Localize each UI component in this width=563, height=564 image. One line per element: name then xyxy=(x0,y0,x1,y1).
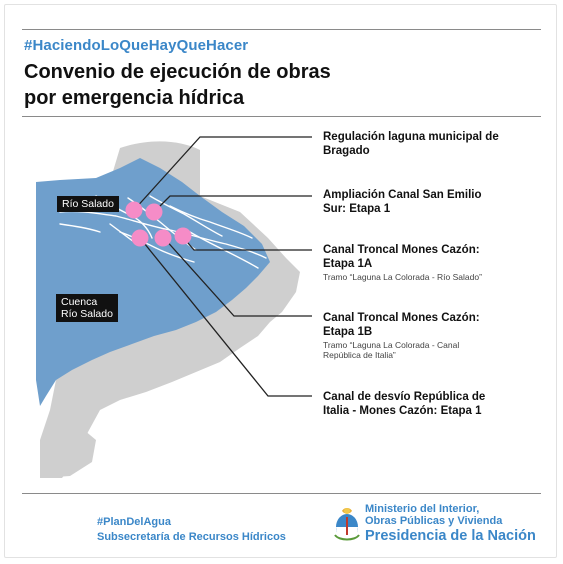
basin-label-line-2: Río Salado xyxy=(61,308,113,320)
work-item-subtitle: Tramo “Laguna La Colorada - Río Salado” xyxy=(323,272,482,282)
marker-mones-1b xyxy=(155,230,172,247)
ministry-line-1: Ministerio del Interior, xyxy=(365,503,480,515)
work-item-subtitle xyxy=(323,340,538,360)
work-item-title-line: Sur: Etapa 1 xyxy=(323,203,391,215)
work-item-4 xyxy=(323,311,538,360)
presidencia-name: Presidencia de la Nación xyxy=(365,528,536,544)
work-item-title-line: Bragado xyxy=(323,145,370,157)
work-item-title-line: Canal Troncal Mones Cazón: xyxy=(323,244,480,256)
footer-divider xyxy=(22,493,541,494)
work-item-title-line: Ampliación Canal San Emilio xyxy=(323,189,482,201)
ministry-line-2: Obras Públicas y Vivienda xyxy=(365,515,503,527)
work-item-title-line: Italia - Mones Cazón: Etapa 1 xyxy=(323,405,482,417)
plan-hashtag: #PlanDelAgua xyxy=(97,516,171,528)
river-label: Río Salado xyxy=(57,196,119,212)
work-item-subtitle-line: República de Italia” xyxy=(323,350,396,360)
marker-desvio xyxy=(132,230,149,247)
work-item-title xyxy=(323,188,538,216)
work-item-title-line: Etapa 1B xyxy=(323,326,373,338)
work-item-5 xyxy=(323,390,538,418)
marker-san-emilio xyxy=(146,204,163,221)
subsecretaria-name: Subsecretaría de Recursos Hídricos xyxy=(97,531,286,543)
national-seal-icon xyxy=(333,505,361,543)
work-item-1 xyxy=(323,130,538,158)
basin-label-line-1: Cuenca xyxy=(61,296,98,308)
footer-right xyxy=(365,503,536,545)
work-item-title xyxy=(323,243,538,271)
title-line-1: Convenio de ejecución de obras xyxy=(24,61,331,83)
work-item-title-line: Etapa 1A xyxy=(323,258,373,270)
work-item-subtitle-line: Tramo “Laguna La Colorada - Canal xyxy=(323,340,460,350)
work-item-title xyxy=(323,130,538,158)
work-item-title-line: Canal de desvío República de xyxy=(323,391,486,403)
marker-mones-1a xyxy=(175,228,192,245)
basin-label xyxy=(56,294,118,322)
work-item-title-line: Regulación laguna municipal de xyxy=(323,131,499,143)
campaign-hashtag: #HaciendoLoQueHayQueHacer xyxy=(24,37,249,54)
work-item-title-line: Canal Troncal Mones Cazón: xyxy=(323,312,480,324)
footer-left xyxy=(97,515,286,545)
marker-bragado xyxy=(126,202,143,219)
work-item-title xyxy=(323,390,538,418)
title-line-2: por emergencia hídrica xyxy=(24,87,245,109)
work-item-3 xyxy=(323,243,538,282)
work-item-2 xyxy=(323,188,538,216)
work-item-title xyxy=(323,311,538,339)
